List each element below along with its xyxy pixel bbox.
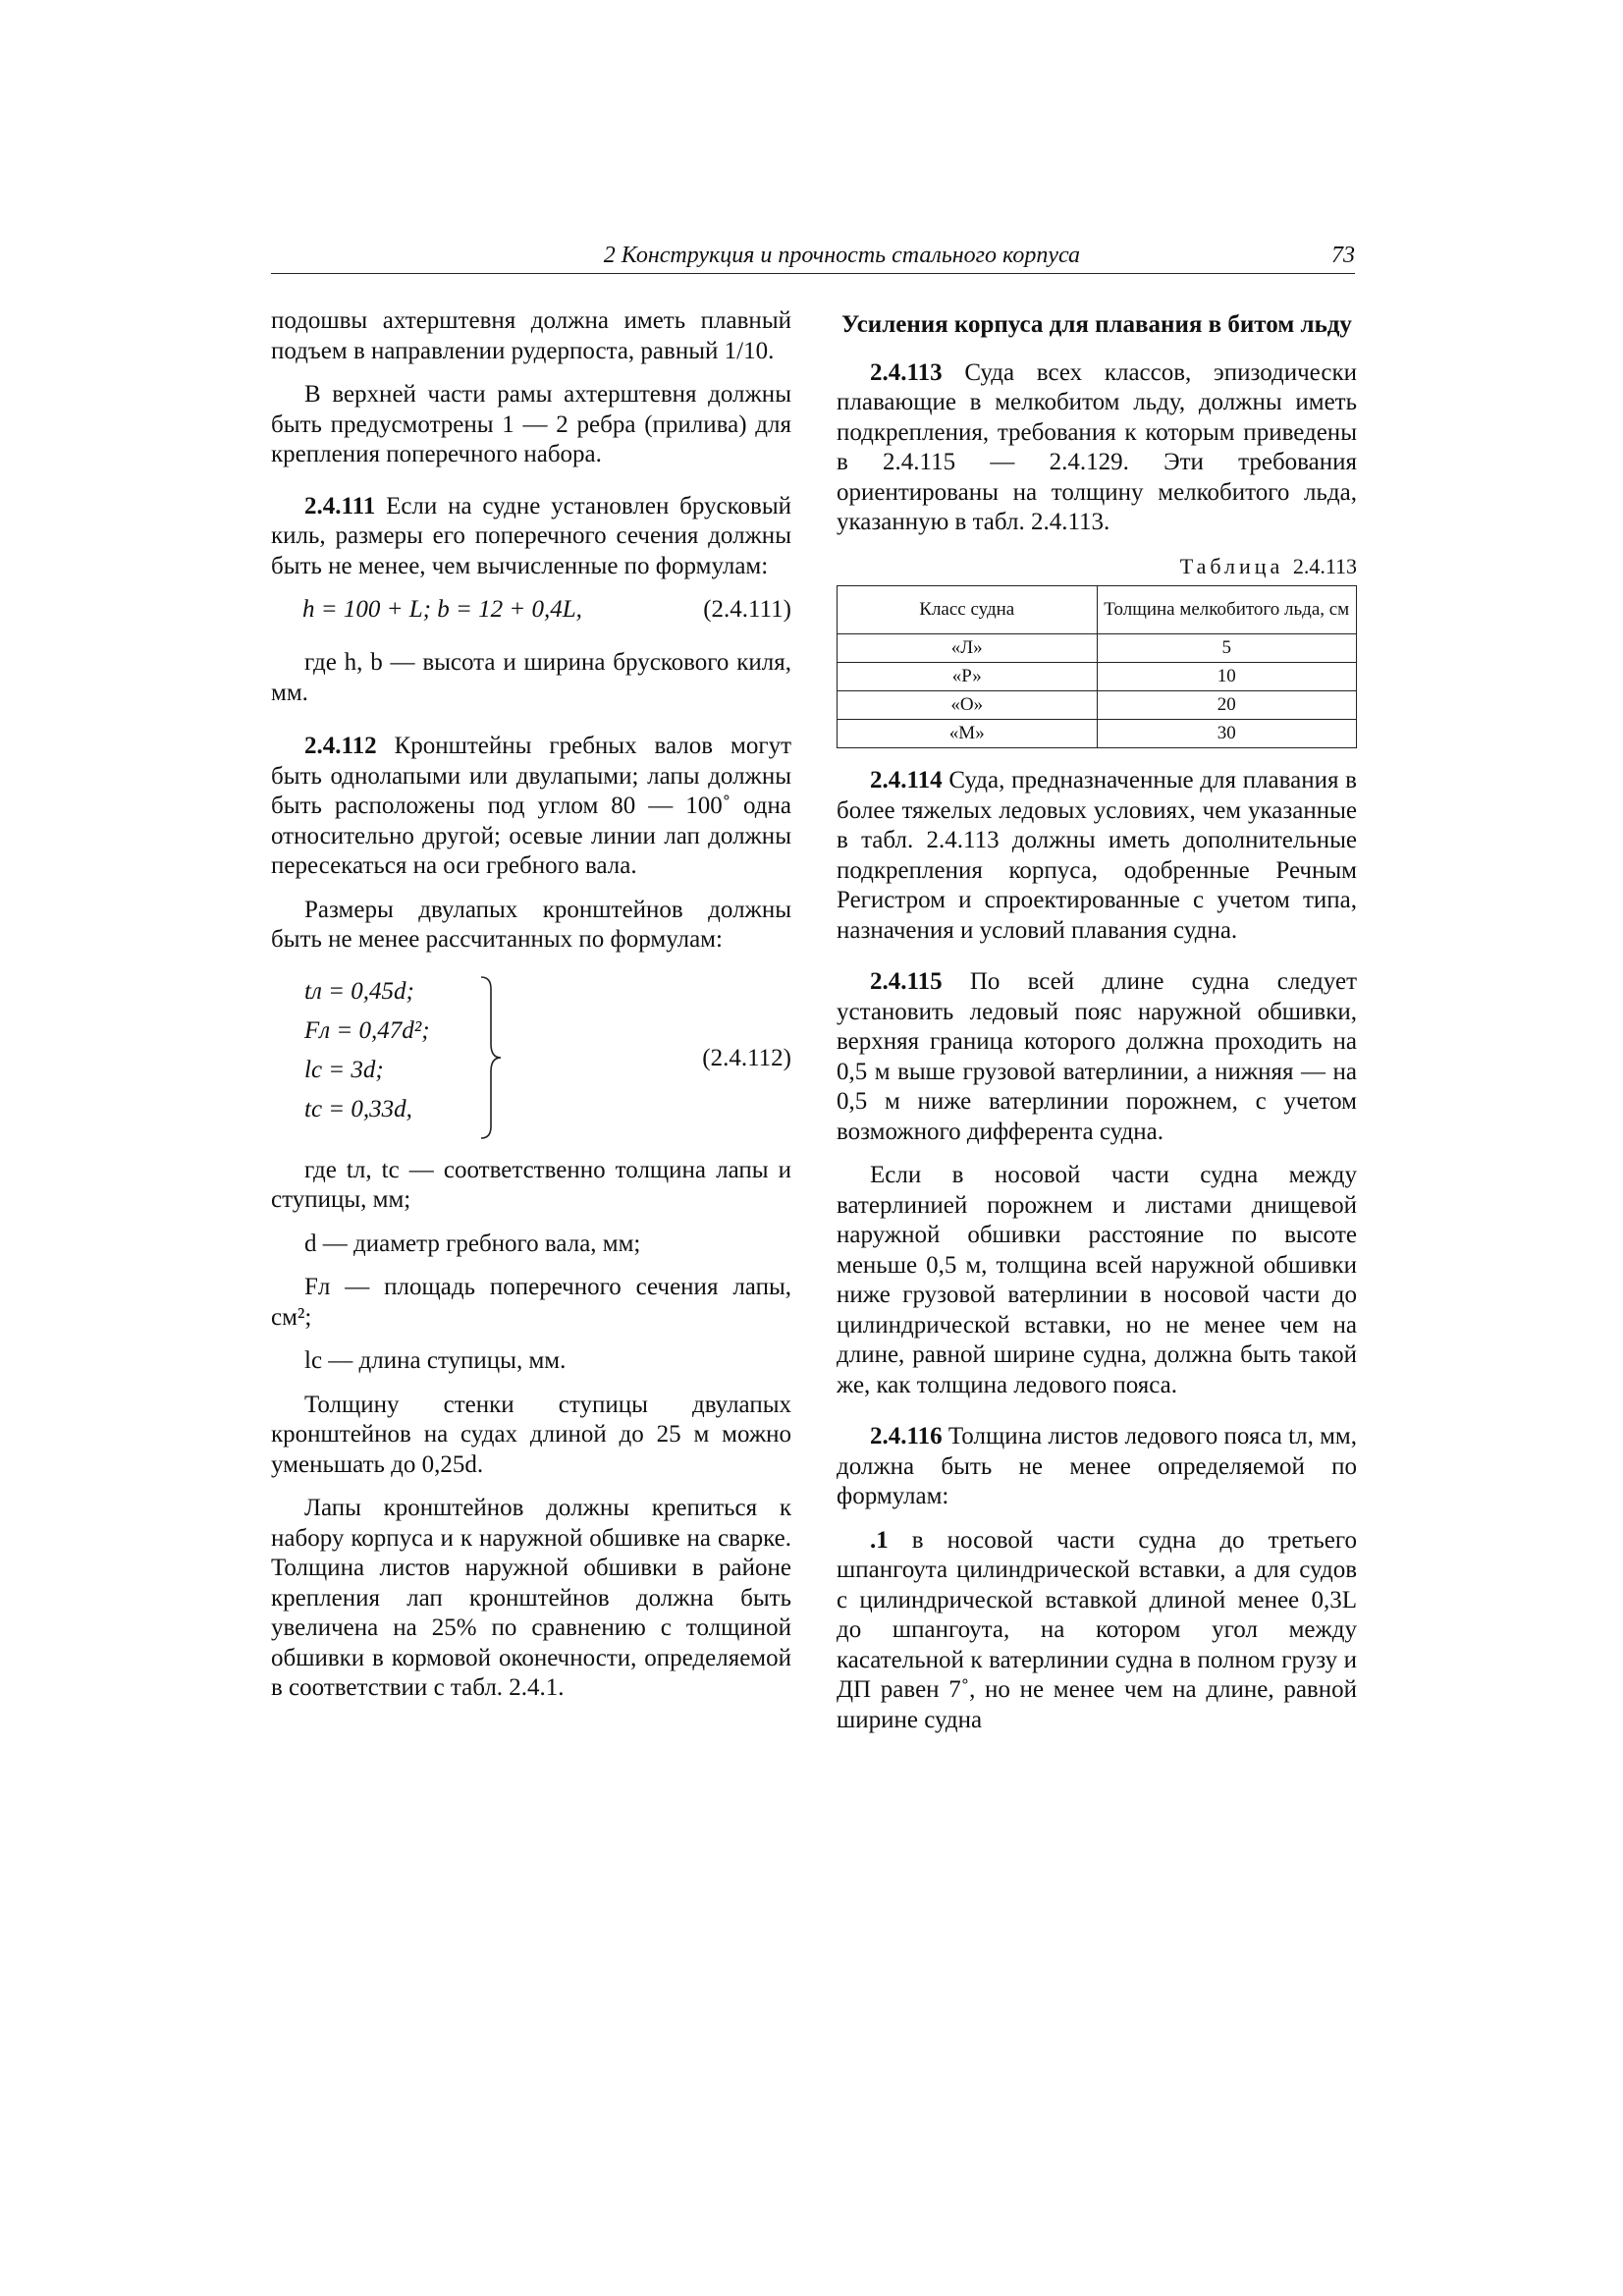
- right-column: [837, 306, 1357, 1749]
- table-row: [838, 691, 1357, 720]
- table-header: Толщина мелкобитого льда, см: [1097, 586, 1357, 634]
- formula-where-f: Fл — площадь поперечного сечения лапы, см²;: [271, 1274, 791, 1331]
- table-row: [838, 663, 1357, 691]
- formula-where-d: d — диаметр гребного вала, мм;: [304, 1230, 641, 1257]
- formula-number: (2.4.112): [702, 1044, 791, 1071]
- section-text: По всей длине судна следует установить ледовый пояс наружной обшивки, верхняя граница которого должна проходить на 0,5 м выше грузовой ватерлинии, а нижняя — на 0,5 м ниже ватерлинии порожнем, с учетом возможного дифферента судна.: [837, 968, 1357, 1145]
- formula-line: lс = 3d;: [304, 1056, 384, 1083]
- section-2-4-114: [837, 766, 1357, 946]
- section-text: Суда, предназначенные для плавания в более тяжелых ледовых условиях, чем указанные в табл. 2.4.113 должны иметь дополнительные подкрепления корпуса, одобренные Речным Регистром и спроектированные с учетом типа, назначения и условий плавания судна.: [837, 767, 1357, 944]
- table-row: [838, 720, 1357, 748]
- formula-where-l: lс — длина ступицы, мм.: [304, 1347, 567, 1374]
- paragraph-paws: Лапы кронштейнов должны крепиться к набору корпуса и к наружной обшивке на сварке. Толщина листов наружной обшивки в районе крепления лап кронштейнов должна быть увеличена на 25% по сравнению с толщиной обшивки в кормовой оконечности, определяемой в соответствии с табл. 2.4.1.: [271, 1495, 791, 1701]
- table-cell: «Р»: [838, 663, 1098, 691]
- section-number: 2.4.115: [870, 968, 943, 995]
- list-item-1: [837, 1526, 1357, 1736]
- ice-thickness-table: [837, 585, 1357, 748]
- item-text: в носовой части судна до третьего шпангоута цилиндрической вставки, а для судов с цилиндрической вставкой длиной менее 0,3L до шпангоута, на котором угол между касательной к ватерлинии судна в полном грузу и ДП равен 7˚, но не менее чем на длине, равной ширине судна: [837, 1526, 1357, 1733]
- section-2-4-111: [271, 492, 791, 582]
- formula-where-t: где tл, tс — соответственно толщина лапы и ступицы, мм;: [271, 1156, 791, 1213]
- paragraph-continuation: подошвы ахтерштевня должна иметь плавный подъем в направлении рудерпоста, равный 1/10.: [271, 307, 791, 364]
- running-title: 2 Конструкция и прочность стального корпуса: [603, 243, 1080, 268]
- paragraph-ribs: В верхней части рамы ахтерштевня должны быть предусмотрены 1 — 2 ребра (прилива) для крепления поперечного набора.: [271, 381, 791, 467]
- section-2-4-116: [837, 1422, 1357, 1512]
- formula-system-2-4-112: [271, 975, 791, 1140]
- table-cell: «Л»: [838, 634, 1098, 663]
- paragraph-hub: Толщину стенки ступицы двулапых кронштейнов на судах длиной до 25 м можно уменьшать до 0,25d.: [271, 1391, 791, 1478]
- formula-line: tс = 0,33d,: [304, 1095, 412, 1122]
- section-number: 2.4.114: [870, 767, 943, 793]
- paragraph-nose: Если в носовой части судна между ватерлинией порожнем и листами днищевой наружной обшивки расстояние по высоте меньше 0,5 м, толщина всей наружной обшивки ниже грузовой ватерлинии в носовой части до цилиндрической вставки, но не менее чем на длине, равной ширине судна, должна быть такой же, как толщина ледового пояса.: [837, 1162, 1357, 1398]
- formula-line: tл = 0,45d;: [304, 977, 414, 1005]
- left-column: [271, 306, 791, 1718]
- section-2-4-112: [271, 732, 791, 882]
- page-number: 73: [1331, 243, 1355, 268]
- section-text: Суда всех классов, эпизодически плавающие в мелкобитом льду, должны иметь подкрепления, требования к которым приведены в 2.4.115 — 2.4.129. Эти требования ориентированы на толщину мелкобитого льда, указанную в табл. 2.4.113.: [837, 358, 1357, 535]
- table-row: [838, 634, 1357, 663]
- table-cell: 10: [1097, 663, 1357, 691]
- formula-number: (2.4.111): [703, 596, 791, 623]
- table-caption: [837, 552, 1357, 582]
- table-header-row: [838, 586, 1357, 634]
- section-text: Толщина листов ледового пояса tл, мм, должна быть не менее определяемой по формулам:: [837, 1423, 1357, 1509]
- table-header: Класс судна: [838, 586, 1098, 634]
- formula-expression: h = 100 + L; b = 12 + 0,4L,: [302, 596, 582, 623]
- formula-2-4-111: [271, 595, 791, 630]
- section-2-4-113: [837, 358, 1357, 538]
- section-text: Если на судне установлен брусковый киль, размеры его поперечного сечения должны быть не менее, чем вычисленные по формулам:: [271, 492, 791, 579]
- section-number: 2.4.112: [304, 733, 377, 759]
- table-cell: «М»: [838, 720, 1098, 748]
- table-cell: 5: [1097, 634, 1357, 663]
- formula-line: Fл = 0,47d²;: [304, 1016, 430, 1044]
- section-number: 2.4.111: [304, 492, 376, 519]
- section-number: 2.4.113: [870, 358, 943, 386]
- table-cell: 20: [1097, 691, 1357, 720]
- right-brace-icon: [479, 975, 503, 1140]
- section-heading: Усиления корпуса для плавания в битом льду: [841, 311, 1352, 338]
- item-number: .1: [870, 1526, 889, 1554]
- table-caption-number: 2.4.113: [1292, 553, 1357, 578]
- section-2-4-115: [837, 967, 1357, 1147]
- table-cell: «О»: [838, 691, 1098, 720]
- formula-where-hb: где h, b — высота и ширина брускового киля, мм.: [271, 649, 791, 706]
- section-number: 2.4.116: [870, 1423, 943, 1449]
- paragraph-sizes: Размеры двулапых кронштейнов должны быть не менее рассчитанных по формулам:: [271, 896, 791, 953]
- running-header: [271, 242, 1355, 274]
- table-cell: 30: [1097, 720, 1357, 748]
- section-text: Кронштейны гребных валов могут быть однолапыми или двулапыми; лапы должны быть расположены под углом 80 — 100˚ одна относительно другой; осевые линии лап должны пересекаться на оси гребного вала.: [271, 733, 791, 879]
- table-caption-word: Таблица: [1179, 553, 1284, 578]
